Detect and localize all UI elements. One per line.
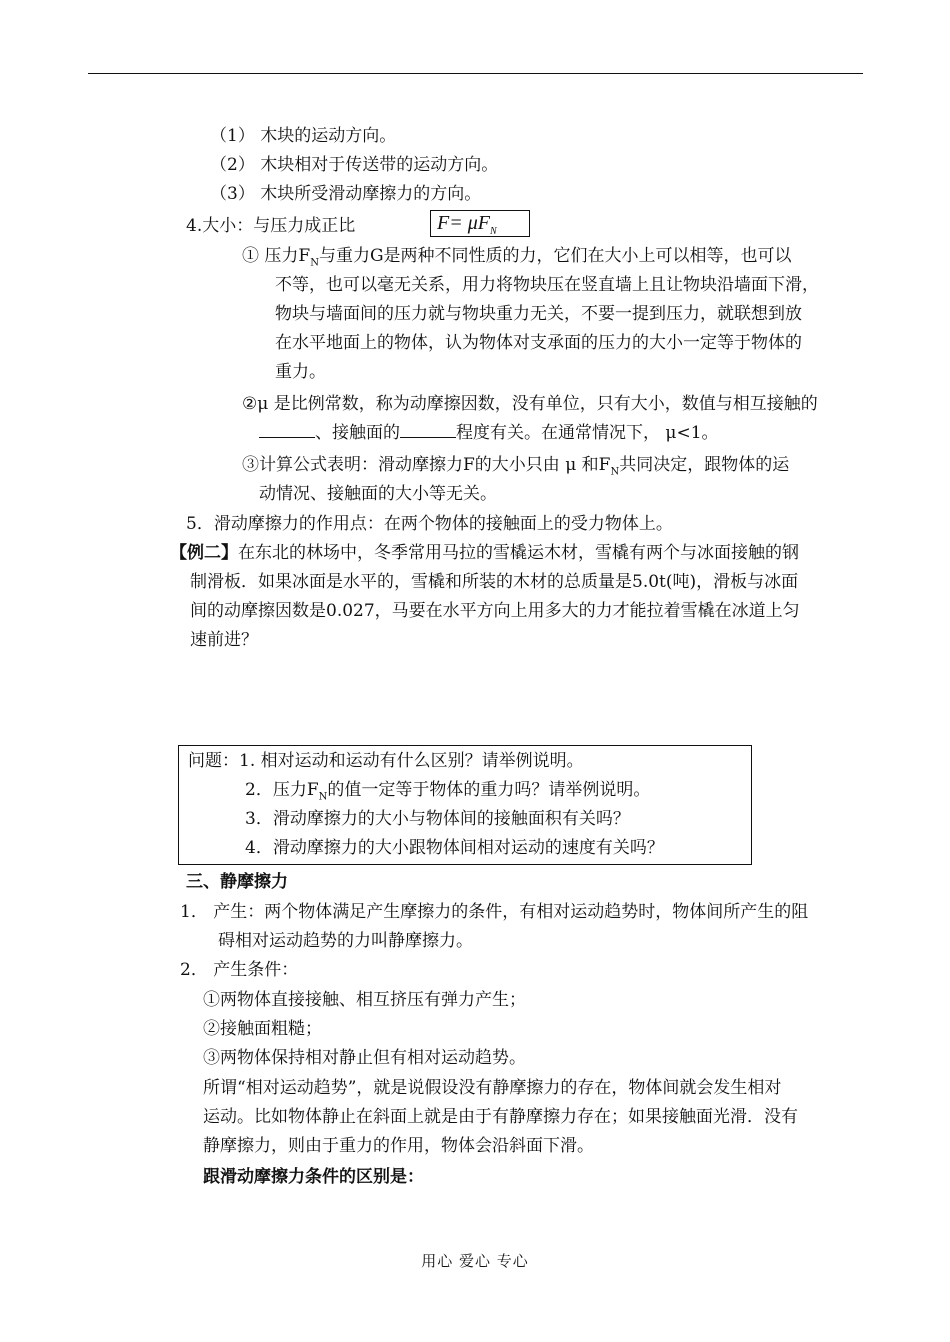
page-footer: 用心 爱心 专心 xyxy=(421,1252,529,1270)
fill-blank-1[interactable] xyxy=(259,421,315,438)
example-2-line-2: 制滑板．如果冰面是水平的，雪橇和所装的木材的总质量是5.0t(吨)，滑板与冰面 xyxy=(190,572,799,592)
question-1: 问题：1. 相对运动和运动有什么区别？请举例说明。 xyxy=(188,751,584,771)
action-point: 5．滑动摩擦力的作用点：在两个物体的接触面上的受力物体上。 xyxy=(186,514,673,534)
explanation-line-2: 运动。比如物体静止在斜面上就是由于有静摩擦力存在；如果接触面光滑．没有 xyxy=(203,1107,798,1127)
conditions-heading: 2． 产生条件： xyxy=(180,960,299,980)
point-3-line-2: 动情况、接触面的大小等无关。 xyxy=(259,484,497,504)
point-2-line-2: 、接触面的 程度有关。在通常情况下， μ<1。 xyxy=(259,421,719,445)
condition-1: ①两物体直接接触、相互挤压有弹力产生； xyxy=(203,990,526,1010)
point-2-line-1: ②μ 是比例常数，称为动摩擦因数，没有单位，只有大小，数值与相互接触的 xyxy=(242,394,818,414)
section-3-heading: 三、静摩擦力 xyxy=(186,872,288,892)
magnitude-heading: 4.大小：与压力成正比 xyxy=(186,216,356,236)
fill-blank-2[interactable] xyxy=(400,421,456,438)
explanation-line-3: 静摩擦力，则由于重力的作用，物体会沿斜面下滑。 xyxy=(203,1136,594,1156)
condition-2: ②接触面粗糙； xyxy=(203,1019,322,1039)
point-1-line-3: 物块与墙面间的压力就与物块重力无关，不要一提到压力，就联想到放 xyxy=(275,304,802,324)
point-1-line-2: 不等，也可以毫无关系，用力将物块压在竖直墙上且让物块沿墙面下滑， xyxy=(275,275,819,295)
generation-line-1: 1． 产生：两个物体满足产生摩擦力的条件，有相对运动趋势时，物体间所产生的阻 xyxy=(180,902,809,922)
friction-formula: $F= \mu F_N$ xyxy=(430,210,530,237)
explanation-line-1: 所谓“相对运动趋势”，就是说假设没有静摩擦力的存在，物体间就会发生相对 xyxy=(203,1078,782,1098)
question-2: 2．压力$F_N$的值一定等于物体的重力吗？请举例说明。 xyxy=(245,780,651,803)
example-2-line-4: 速前进？ xyxy=(190,630,258,650)
point-3-line-1: ③计算公式表明：滑动摩擦力F的大小只由 μ 和$F_N$共同决定，跟物体的运 xyxy=(242,455,790,478)
example-2-line-1: 【例二】在东北的林场中，冬季常用马拉的雪橇运木材，雪橇有两个与冰面接触的钢 xyxy=(170,543,799,563)
item-3: （3） 木块所受滑动摩擦力的方向。 xyxy=(210,184,482,204)
item-2: （2） 木块相对于传送带的运动方向。 xyxy=(210,155,499,175)
point-1-line-4: 在水平地面上的物体，认为物体对支承面的压力的大小一定等于物体的 xyxy=(275,333,802,353)
condition-3: ③两物体保持相对静止但有相对运动趋势。 xyxy=(203,1048,526,1068)
question-3: 3．滑动摩擦力的大小与物体间的接触面积有关吗？ xyxy=(245,809,630,829)
generation-line-2: 碍相对运动趋势的力叫静摩擦力。 xyxy=(218,931,473,951)
header-rule xyxy=(88,73,863,74)
difference-heading: 跟滑动摩擦力条件的区别是： xyxy=(203,1167,424,1187)
point-1-line-5: 重力。 xyxy=(275,362,326,382)
example-2-line-3: 间的动摩擦因数是0.027，马要在水平方向上用多大的力才能拉着雪橇在冰道上匀 xyxy=(190,601,800,621)
question-4: 4．滑动摩擦力的大小跟物体间相对运动的速度有关吗？ xyxy=(245,838,664,858)
item-1: （1） 木块的运动方向。 xyxy=(210,126,397,146)
point-1-line-1: ① 压力$F_N$与重力G是两种不同性质的力，它们在大小上可以相等，也可以 xyxy=(242,246,792,269)
